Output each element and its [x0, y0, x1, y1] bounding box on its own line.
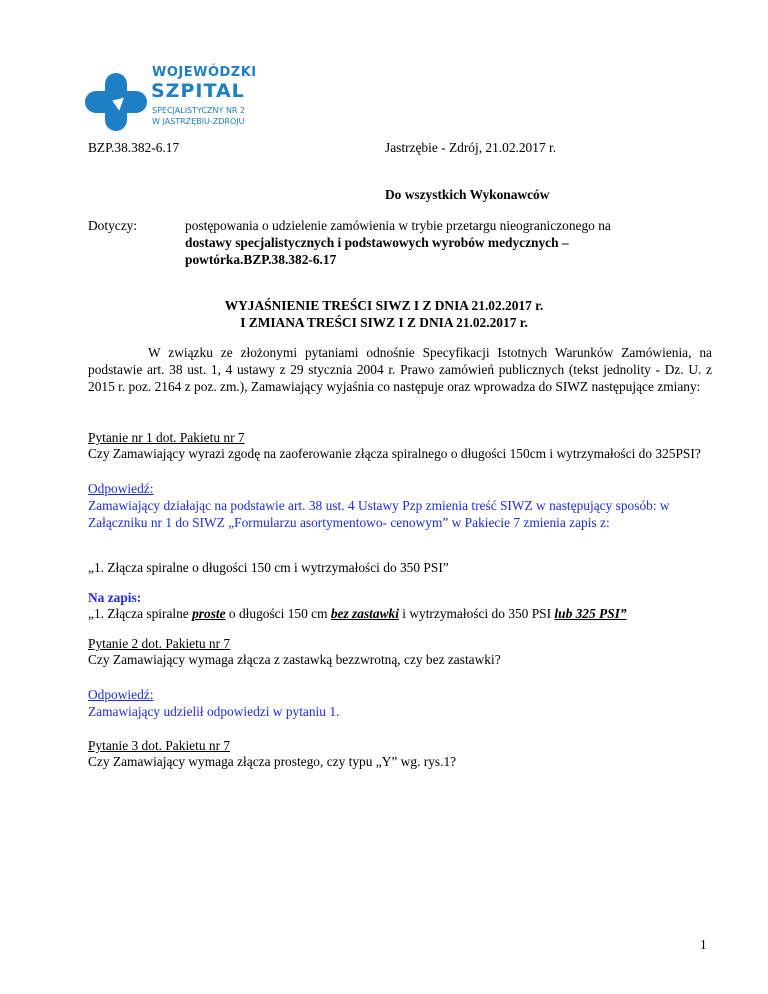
subject-line-1: postępowania o udzielenie zamówienia w trybie przetargu nieograniczonego na [185, 218, 611, 233]
q1-new-label: Na zapis: [88, 590, 142, 605]
cross-logo-icon [82, 62, 150, 142]
q1-old-entry: „1. Złącza spiralne o długości 150 cm i wytrzymałości do 350 PSI” [88, 560, 449, 575]
subject-line-2: dostawy specjalistycznych i podstawowych wyrobów medycznych – [185, 235, 569, 250]
logo-line-4: W JASTRZĘBIU-ZDROJU [152, 117, 245, 126]
page-number: 1 [700, 937, 707, 952]
logo-line-1: WOJEWÓDZKI [152, 65, 257, 80]
q1-new-part-b: proste [192, 606, 226, 621]
q1-new-part-c: o długości 150 cm [225, 606, 331, 621]
q1-new-entry [88, 605, 627, 622]
q1-text: Czy Zamawiający wyrazi zgodę na zaoferowanie złącza spiralnego o długości 150cm i wytrzymałości do 325PSI? [88, 446, 701, 461]
q3-text: Czy Zamawiający wymaga złącza prostego, czy typu „Y” wg. rys.1? [88, 754, 457, 769]
q1-heading: Pytanie nr 1 dot. Pakietu nr 7 [88, 430, 245, 445]
document-title-1: WYJAŚNIENIE TREŚCI SIWZ I Z DNIA 21.02.2017 r. [224, 298, 544, 313]
q2-text: Czy Zamawiający wymaga złącza z zastawką bezzwrotną, czy bez zastawki? [88, 652, 501, 667]
q1-answer-text: Zamawiający działając na podstawie art. 38 ust. 4 Ustawy Pzp zmienia treść SIWZ w następujący sposób: w Załączniku nr 1 do SIWZ „Formularzu asortymentowo- cenowym” w Pakiecie 7 zmienia zapis z: [88, 498, 670, 530]
reference-number: BZP.38.382-6.17 [88, 140, 180, 155]
q2-heading: Pytanie 2 dot. Pakietu nr 7 [88, 636, 231, 651]
addressee: Do wszystkich Wykonawców [385, 187, 550, 202]
subject-line-3: powtórka.BZP.38.382-6.17 [185, 252, 337, 267]
q1-new-part-d: bez zastawki [330, 606, 399, 621]
logo-line-2: SZPITAL [151, 80, 245, 102]
intro-paragraph [88, 344, 712, 395]
place-and-date: Jastrzębie - Zdrój, 21.02.2017 r. [385, 140, 557, 155]
q1-new-part-e: i wytrzymałości do 350 PSI [398, 606, 555, 621]
subject-label: Dotyczy: [88, 218, 138, 233]
q1-new-part-f: lub 325 PSI” [554, 606, 627, 621]
q2-answer-text: Zamawiający udzielił odpowiedzi w pytaniu 1. [88, 704, 340, 719]
q2-answer-label: Odpowiedź: [88, 687, 154, 702]
hospital-logo [82, 62, 282, 142]
logo-line-3: SPECJALISTYCZNY NR 2 [152, 106, 246, 115]
intro-text: W związku ze złożonymi pytaniami odnośnie Specyfikacji Istotnych Warunków Zamówienia, na podstawie art. 38 ust. 1, 4 ustawy z 29 stycznia 2004 r. Prawo zamówień publicznych (tekst jednolity - Dz. U. z 2015 r. poz. 2164 z poz. zm.), Zamawiający wyjaśnia co następuje oraz wprowadza do SIWZ następujące zmiany: [88, 345, 712, 394]
q3-heading: Pytanie 3 dot. Pakietu nr 7 [88, 738, 231, 753]
q1-new-part-a: „1. Złącza spiralne [88, 606, 193, 621]
document-title-2: I ZMIANA TREŚCI SIWZ I Z DNIA 21.02.2017 r. [240, 315, 528, 330]
q1-answer-label: Odpowiedź: [88, 481, 154, 496]
